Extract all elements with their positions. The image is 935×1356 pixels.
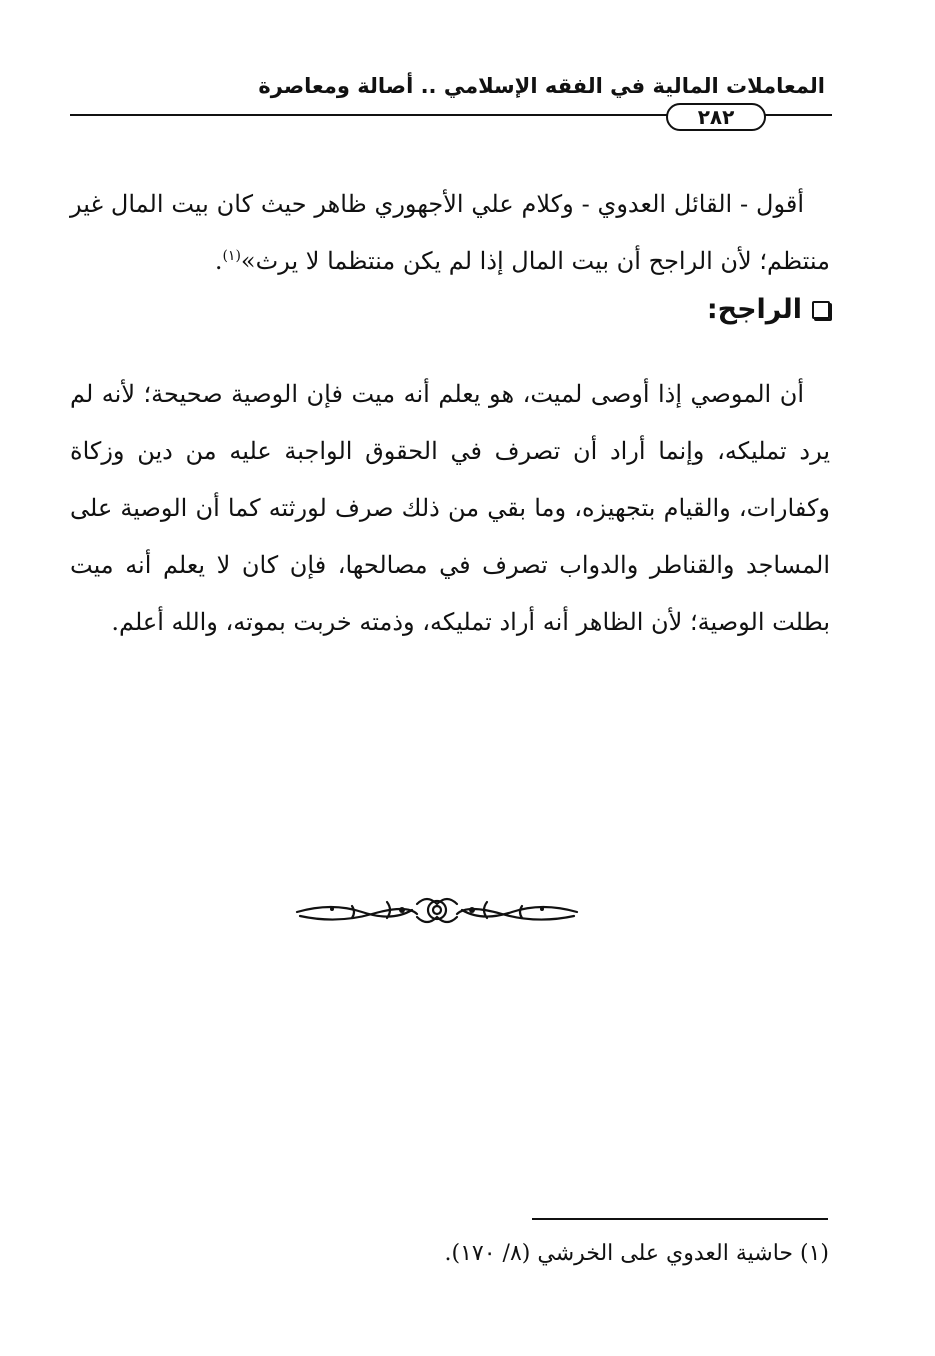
section-heading: [707, 288, 830, 332]
footnote-reference[interactable]: (١): [222, 248, 241, 264]
running-title: المعاملات المالية في الفقه الإسلامي .. أصالة ومعاصرة: [258, 74, 825, 98]
footnote: (١) حاشية العدوي على الخرشي (٨/ ١٧٠).: [444, 1241, 829, 1266]
footnote-rule: [532, 1218, 828, 1220]
decorative-divider-icon: [292, 890, 582, 930]
paragraph-text: أقول - القائل العدوي - وكلام علي الأجهوري ظاهر حيث كان بيت المال غير منتظم؛ لأن الراجح أن بيت المال إذا لم يكن منتظما لا يرث»: [70, 190, 830, 275]
section-heading-text: الراجح:: [706, 294, 802, 325]
paragraph-ruling: أن الموصي إذا أوصى لميت، هو يعلم أنه ميت فإن الوصية صحيحة؛ لأنه لم يرد تمليكه، وإنما أراد أن تصرف في الحقوق الواجبة عليه من دين وزكاة وكفارات، والقيام بتجهيزه، وما بقي من ذلك صرف لورثته كما أن الوصية على المساجد والقناطر والدواب تصرف في مصالحها، فإن كان لا يعلم أنه ميت بطلت الوصية؛ لأن الظاهر أنه أراد تمليكه، وذمته خربت بموته، والله أعلم.: [70, 380, 830, 636]
paragraph-end-mark: .: [214, 247, 223, 275]
paragraph-quote-end: [70, 176, 830, 290]
checkbox-square-icon: [812, 301, 830, 319]
page-number: ٢٨٢: [666, 103, 766, 131]
